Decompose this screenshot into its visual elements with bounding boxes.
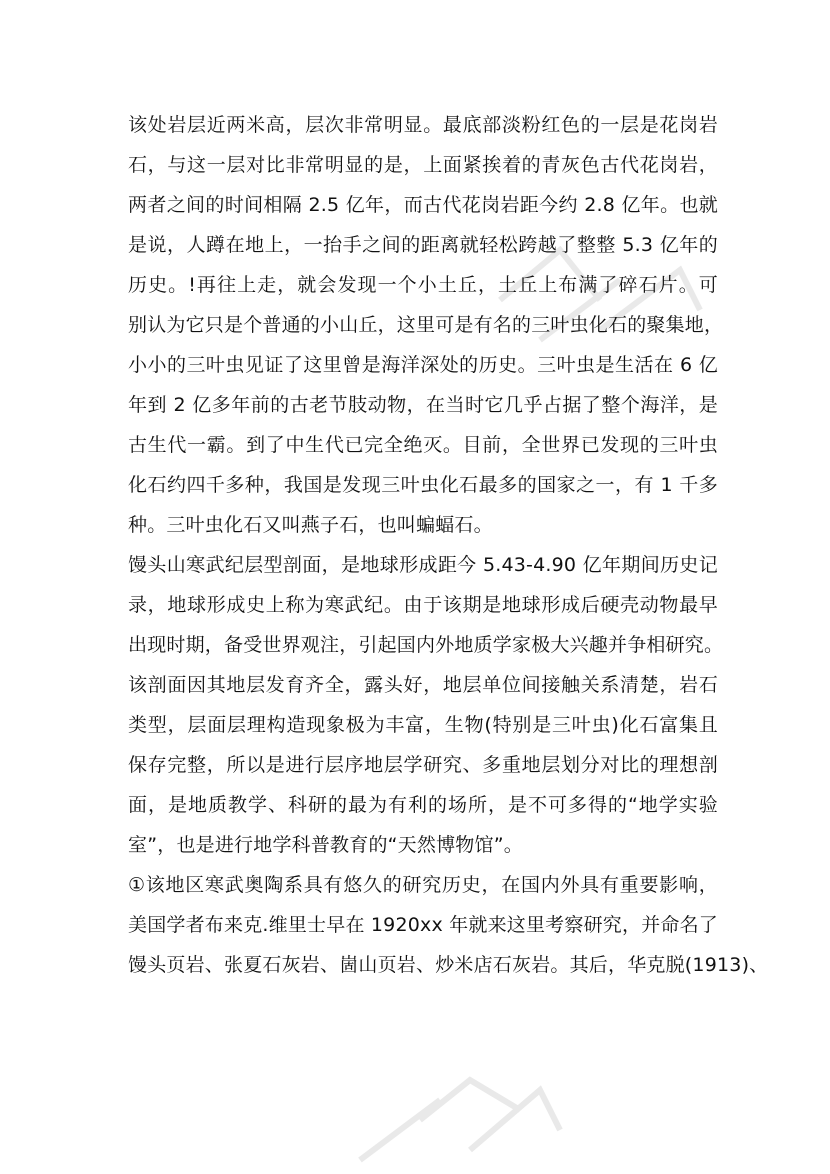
text-line: 是说，人蹲在地上，一抬手之间的距离就轻松跨越了整整 5.3 亿年的 [128, 234, 718, 256]
text-line: 历史。!再往上走，就会发现一个小土丘，土丘上布满了碎石片。可 [128, 274, 718, 296]
text-line: 该处岩层近两米高，层次非常明显。最底部淡粉红色的一层是花岗岩 [128, 114, 718, 136]
text-line: 馒头页岩、张夏石灰岩、崮山页岩、炒米店石灰岩。其后，华克脱(1913)、 [128, 954, 769, 976]
text-line: 馒头山寒武纪层型剖面，是地球形成距今 5.43-4.90 亿年期间历史记 [128, 554, 718, 576]
text-line: 美国学者布来克.维里士早在 1920xx 年就来这里考察研究，并命名了 [128, 914, 718, 936]
text-line: 出现时期，备受世界观注，引起国内外地质学家极大兴趣并争相研究。 [128, 634, 724, 656]
text-line: 录，地球形成史上称为寒武纪。由于该期是地球形成后硬壳动物最早 [128, 594, 718, 616]
text-line: 别认为它只是个普通的小山丘，这里可是有名的三叶虫化石的聚集地， [128, 314, 724, 336]
text-line: 该剖面因其地层发育齐全，露头好，地层单位间接触关系清楚，岩石 [128, 674, 718, 696]
text-line: 化石约四千多种，我国是发现三叶虫化石最多的国家之一，有 1 千多 [128, 474, 718, 496]
text-line: 面，是地质教学、科研的最为有利的场所，是不可多得的“地学实验 [128, 794, 718, 816]
text-line: 保存完整，所以是进行层序地层学研究、多重地层划分对比的理想剖 [128, 754, 718, 776]
text-line: 两者之间的时间相隔 2.5 亿年，而古代花岗岩距今约 2.8 亿年。也就 [128, 194, 718, 216]
text-line: 室”，也是进行地学科普教育的“天然博物馆”。 [128, 834, 523, 856]
text-line: 小小的三叶虫见证了这里曾是海洋深处的历史。三叶虫是生活在 6 亿 [128, 354, 718, 376]
text-line: 年到 2 亿多年前的古老节肢动物，在当时它几乎占据了整个海洋，是 [128, 394, 718, 416]
text-line: 石，与这一层对比非常明显的是，上面紧挨着的青灰色古代花岗岩， [128, 154, 718, 176]
text-line: 类型，层面层理构造现象极为丰富，生物(特别是三叶虫)化石富集且 [128, 714, 718, 736]
text-line: 种。三叶虫化石又叫燕子石，也叫蝙蝠石。 [128, 514, 493, 536]
text-line: 古生代一霸。到了中生代已完全绝灭。目前，全世界已发现的三叶虫 [128, 434, 718, 456]
text-line: ①该地区寒武奥陶系具有悠久的研究历史，在国内外具有重要影响， [128, 874, 718, 896]
